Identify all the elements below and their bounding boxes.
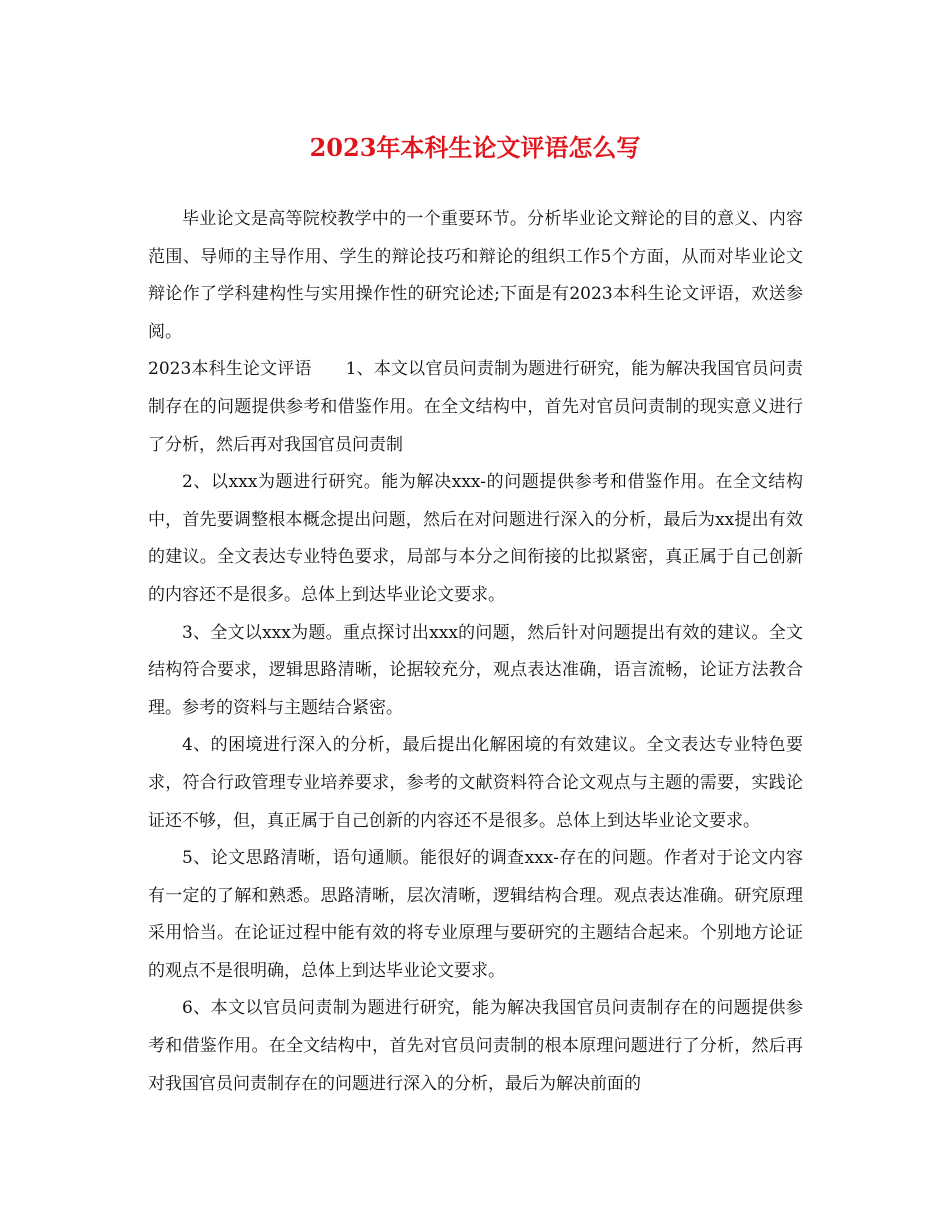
comment-item-1: 1、本文以官员问责制为题进行研究，能为解决我国官员问责制存在的问题提供参考和借鉴作用。在全文结构中，首先对官员问责制的现实意义进行了分析，然后再对我国官员问责制 [148, 359, 803, 455]
section-paragraph [148, 351, 803, 464]
document-body [148, 201, 803, 1103]
comment-item-5: 5、论文思路清晰，语句通顺。能很好的调查xxx-存在的问题。作者对于论文内容有一定的了解和熟悉。思路清晰，层次清晰，逻辑结构合理。观点表达准确。研究原理采用恰当。在论证过程中能有效的将专业原理与要研究的主题结合起来。个别地方论证的观点不是很明确，总体上到达毕业论文要求。 [148, 848, 803, 981]
comment-item-6: 6、本文以官员问责制为题进行研究，能为解决我国官员问责制存在的问题提供参考和借鉴作用。在全文结构中，首先对官员问责制的根本原理问题进行了分析，然后再对我国官员问责制存在的问题进行深入的分析，最后为解决前面的 [148, 998, 803, 1094]
comment-item-3: 3、全文以xxx为题。重点探讨出xxx的问题，然后针对问题提出有效的建议。全文结构符合要求，逻辑思路清晰，论据较充分，观点表达准确，语言流畅，论证方法教合理。参考的资料与主题结合紧密。 [148, 622, 803, 718]
document-title: 2023年本科生论文评语怎么写 [309, 133, 641, 162]
comment-item-4: 4、的困境进行深入的分析，最后提出化解困境的有效建议。全文表达专业特色要求，符合行政管理专业培养要求，参考的文献资料符合论文观点与主题的需要，实践论证还不够，但，真正属于自己创新的内容还不是很多。总体上到达毕业论文要求。 [148, 735, 803, 831]
intro-paragraph: 毕业论文是高等院校教学中的一个重要环节。分析毕业论文辩论的目的意义、内容范围、导师的主导作用、学生的辩论技巧和辩论的组织工作5个方面，从而对毕业论文辩论作了学科建构性与实用操作性的研究论述;下面是有2023本科生论文评语，欢送参阅。 [148, 209, 803, 342]
section-label: 2023本科生论文评语 [148, 359, 312, 380]
comment-item-2: 2、以xxx为题进行研究。能为解决xxx-的问题提供参考和借鉴作用。在全文结构中，首先要调整根本概念提出问题，然后在对问题进行深入的分析，最后为xx提出有效的建议。全文表达专业特色要求，局部与本分之间衔接的比拟紧密，真正属于自己创新的内容还不是很多。总体上到达毕业论文要求。 [148, 472, 803, 605]
